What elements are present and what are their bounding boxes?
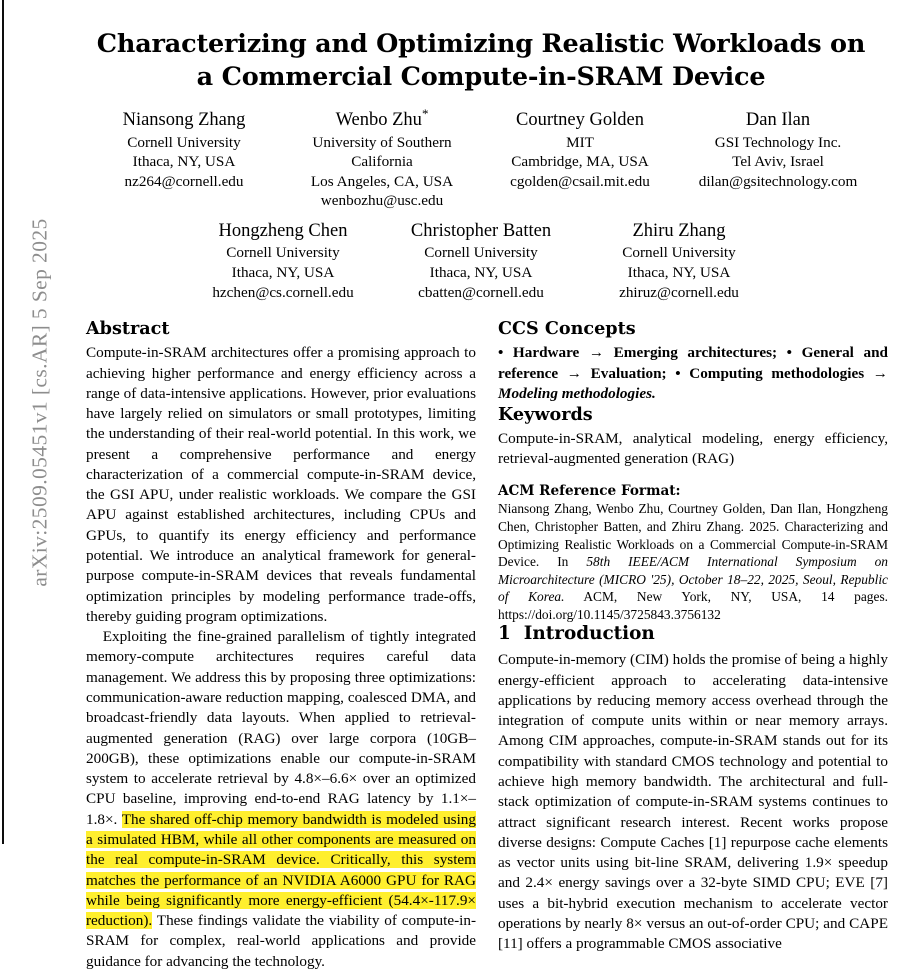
acm-ref-venue: 58th IEEE/ACM International Symposium on Microarchitecture (MICRO '25), October 18–22, 2025, Seoul, Republic of Korea. [498,554,888,605]
author-name-text: Wenbo Zhu [335,110,422,131]
author-location: Ithaca, NY, USA [132,153,236,171]
author-location: Tel Aviv, Israel [732,153,824,171]
abstract-p2-post: These findings validate the viability of compute-in-SRAM for complex, real-world applications and provide guidance for advancing the technology. [86,912,476,970]
author-location: Ithaca, NY, USA [231,263,335,281]
section-number: 1 [498,623,511,645]
page-edge-rule [2,0,4,844]
ccs-text-part-1: • Hardware → Emerging architectures; • General and reference → Evaluation; • Computing methodologies → [498,344,888,382]
author-row-second [62,220,900,302]
spacer [498,470,888,483]
author-block [382,220,580,302]
abstract-paragraph-1: Compute-in-SRAM architectures offer a promising approach to achieving higher performance and energy efficiency across a range of data-intensive applications. However, prior evaluations have largely relied on simulators or small prototypes, limiting the understanding of their real-world potential. In this work, we present a comprehensive performance and energy characterization of a commercial compute-in-SRAM device, the GSI APU, under realistic workloads. We compare the GSI APU against established architectures, including CPUs and GPUs, to quantify its energy efficiency and performance potential. We introduce an analytical framework for general-purpose compute-in-SRAM devices that reveals fundamental optimization principles by modeling performance trade-offs, thereby guiding program optimizations. [86,344,476,625]
author-name [685,109,871,132]
arxiv-stamp-text: arXiv:2509.05451v1 [cs.AR] 5 Sep 2025 [27,218,52,587]
acm-ref-part-1: Niansong Zhang, Wenbo Zhu, Courtney Golden, Dan Ilan, Hongzheng Chen, Christopher Batten, and Zhiru Zhang. 2025. Characterizing and Optimizing Realistic Workloads on a Commercial Compute-in-SRAM Device. In [498,501,888,570]
author-location: Ithaca, NY, USA [429,263,533,281]
ccs-concepts-text [498,343,888,404]
author-email: wenbozhu@usc.edu [320,192,444,210]
two-column-body [62,318,900,972]
author-row-first [62,106,900,211]
introduction-paragraph-1: Compute-in-memory (CIM) holds the promise of being a highly energy-efficient approach to accelerating data-intensive applications by reducing memory access overhead through the integration of compute units within or near memory arrays. Among CIM approaches, compute-in-SRAM stands out for its compatibility with standard CMOS technology and potential to achieve high memory bandwidth. The architectural and full-stack optimization of compute-in-SRAM systems continues to attract significant research interest. Recent works propose diverse designs: Compute Caches [1] repurpose cache elements as vector units using bit-line SRAM, delivering 1.9× speedup and 2.4× energy savings over a 32-byte SIMD CPU; EVE [7] uses a bit-hybrid execution mechanism to accelerate vector operations by nearly 8× versus an out-of-order CPU; and CAPE [11] offers a programmable CMOS associative [498,651,888,953]
ccs-text-italic: Modeling methodologies. [498,384,656,402]
author-email: cgolden@csail.mit.edu [510,172,650,190]
author-name: Zhiru Zhang [632,220,726,241]
author-affiliation: Cornell University [622,244,736,262]
ccs-concepts-heading: CCS Concepts [498,318,636,340]
author-name-text: Niansong Zhang [122,110,246,131]
author-affiliation: GSI Technology Inc. [714,133,842,151]
acm-ref-part-2: ACM, New York, NY, USA, 14 pages. https://doi.org/10.1145/3725843.3756132 [498,589,889,622]
author-email: hzchen@cs.cornell.edu [212,283,354,301]
author-email: dilan@gsitechnology.com [698,172,858,190]
author-email: nz264@cornell.edu [124,172,244,190]
author-affiliation: MIT [566,133,594,151]
abstract-paragraph-2 [86,627,476,972]
author-name-text: Dan Ilan [745,110,811,131]
author-block [283,106,481,211]
author-email: cbatten@cornell.edu [418,283,544,301]
author-name [487,109,673,132]
introduction-heading [498,623,888,645]
author-block [481,109,679,191]
author-location: Cambridge, MA, USA [511,153,649,171]
author-footnote-marker: * [421,106,429,122]
author-location: Ithaca, NY, USA [627,263,731,281]
section-title: Introduction [523,623,655,645]
keywords-heading: Keywords [498,404,593,426]
acm-reference-text [498,500,888,623]
title-block [62,0,900,93]
column-right [498,318,888,972]
paper-page [62,0,900,970]
author-block [580,220,778,302]
author-location: Los Angeles, CA, USA [310,172,454,190]
author-name [289,106,475,132]
highlighted-passage: The shared off-chip memory bandwidth is modeled using a simulated HBM, while all other components are measured on the real compute-in-SRAM device. Critically, this system matches the performance of an NVIDIA A6000 GPU for RAG while being significantly more energy-efficient (54.4×-117.9× reduction). [86,810,476,930]
column-left [86,318,476,972]
author-affiliation: University of Southern California [312,133,452,171]
keywords-text: Compute-in-SRAM, analytical modeling, energy efficiency, retrieval-augmented generation (RAG) [498,430,888,468]
author-affiliation: Cornell University [127,133,241,151]
author-name-text: Courtney Golden [516,110,644,131]
author-affiliation: Cornell University [424,244,538,262]
author-affiliation: Cornell University [226,244,340,262]
acm-reference-heading: ACM Reference Format: [498,482,681,499]
author-email: zhiruz@cornell.edu [619,283,739,301]
author-block [679,109,877,191]
author-block [184,220,382,302]
arxiv-stamp [0,0,62,844]
author-name [91,109,277,132]
author-name: Hongzheng Chen [218,220,348,241]
page-title: Characterizing and Optimizing Realistic Workloads on a Commercial Compute-in-SRAM Device [96,29,866,92]
abstract-p2-pre: Exploiting the fine-grained parallelism of tightly integrated memory-compute architectures requires careful data management. We address this by proposing three optimizations: communication-aware reduction mapping, coalesced DMA, and broadcast-friendly data layouts. When applied to retrieval-augmented generation (RAG) over large corpora (10GB–200GB), these optimizations enable our compute-in-SRAM system to accelerate retrieval by 4.8×–6.6× over an optimized CPU baseline, improving end-to-end RAG latency by 1.1×–1.8×. [86,628,476,828]
author-block [85,109,283,191]
abstract-heading: Abstract [86,318,170,340]
author-name: Christopher Batten [410,220,552,241]
